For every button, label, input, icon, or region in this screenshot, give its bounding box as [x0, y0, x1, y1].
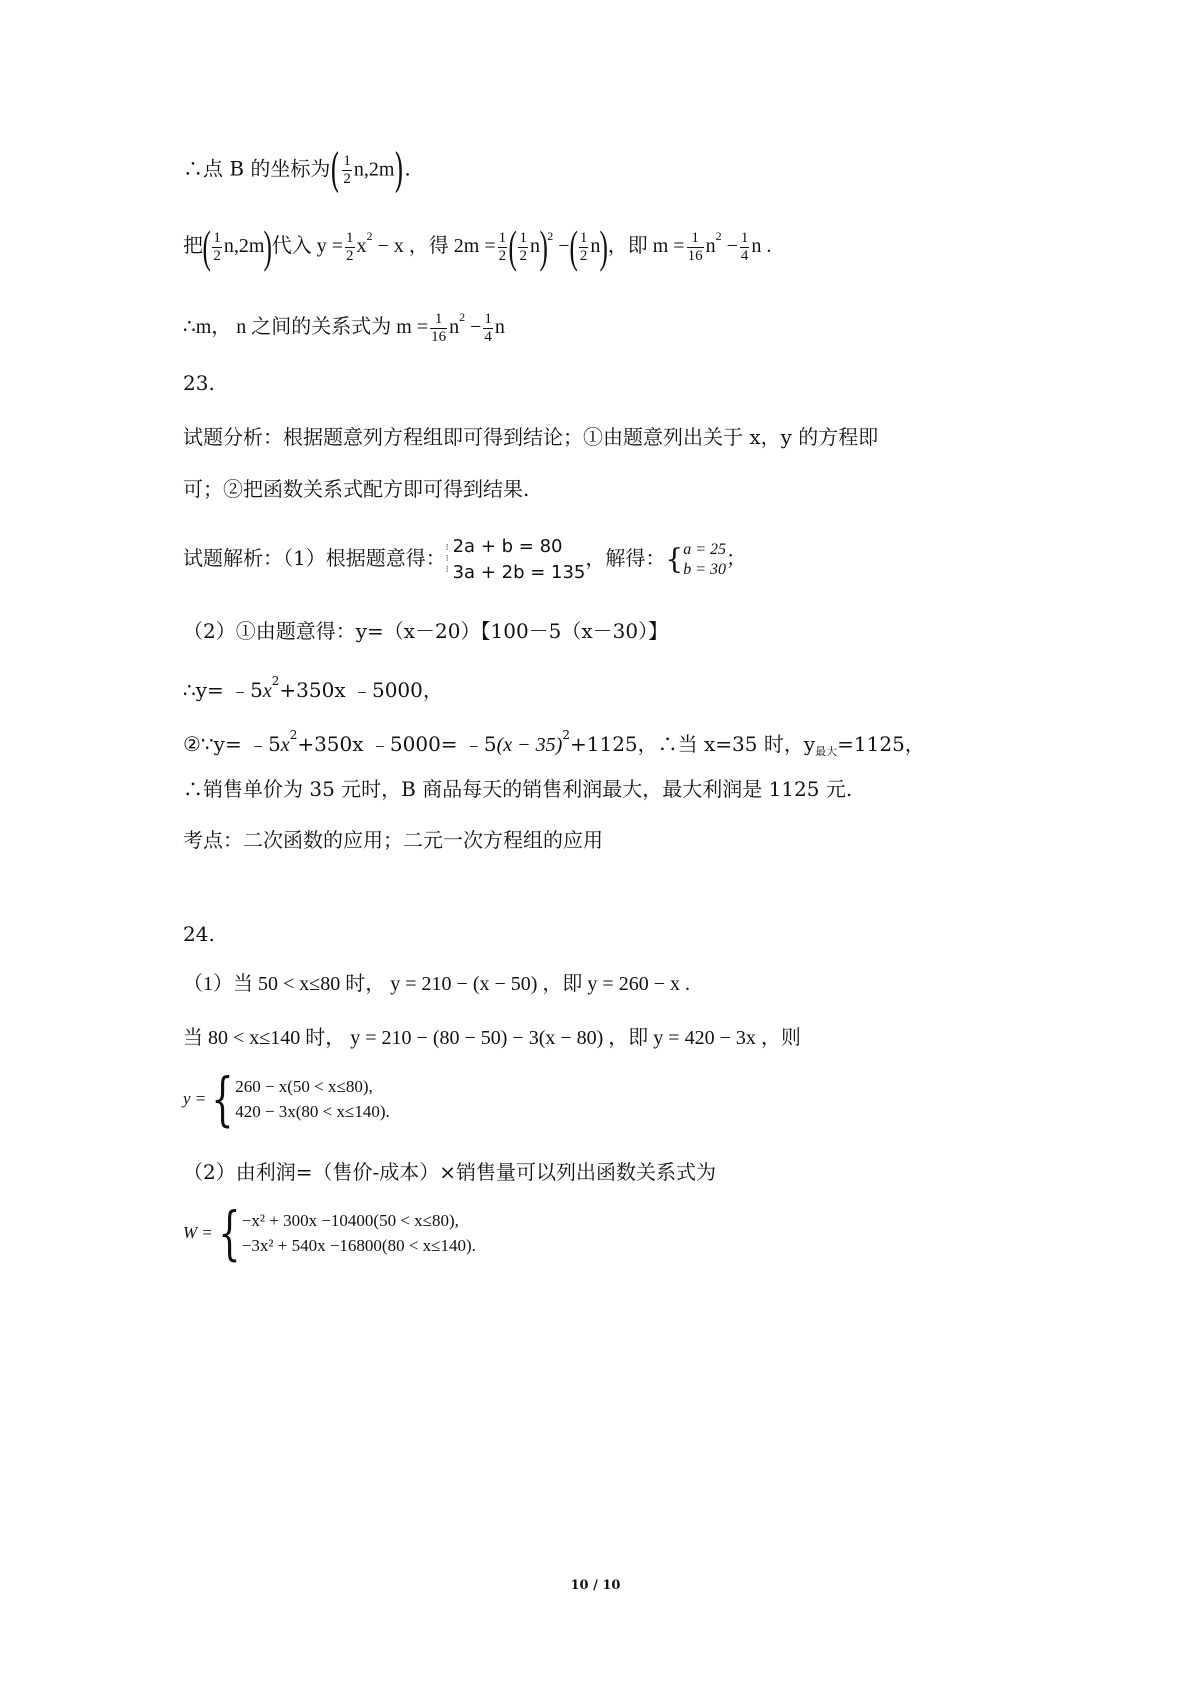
piecewise-w: [183, 1199, 476, 1267]
period: .: [404, 156, 411, 181]
var-n: n: [449, 316, 460, 338]
right-paren: ): [599, 221, 609, 273]
frac-num: 1: [579, 229, 588, 246]
frac-den: 2: [343, 170, 351, 187]
sub-text: 把: [183, 235, 203, 257]
var-n: n .: [751, 235, 772, 257]
cases: [235, 1074, 390, 1124]
question-number: 24.: [183, 922, 215, 946]
expr-text: =1125，: [837, 732, 925, 756]
left-paren: (: [330, 143, 341, 197]
left-paren: (: [202, 221, 211, 273]
frac-den: 2: [579, 247, 588, 264]
system-brace: ⁝ ⁝ ⁝: [445, 543, 449, 575]
func-label: y =: [183, 1089, 207, 1108]
sub-text: ，即 m =: [607, 235, 685, 257]
part1-text: （1）当 50 < x≤80 时， y = 210 − (x − 50) ，即 y = 260 − x .: [183, 973, 690, 995]
var-x: x: [356, 235, 367, 257]
var-n: n: [590, 235, 601, 257]
relation-line: [183, 303, 505, 346]
part2-text: （2）①由题意得：y=（x－20）【100－5（x－30）】: [183, 619, 669, 643]
equation: 3a + 2b = 135: [452, 561, 586, 583]
exponent: 2: [289, 728, 298, 742]
left-paren: (: [569, 221, 578, 273]
minus: −: [553, 235, 570, 257]
var-n: n: [494, 316, 505, 338]
var-x: x: [262, 680, 272, 702]
frac-num: 1: [740, 229, 749, 246]
exponent: 2: [715, 229, 722, 243]
piecewise-y: [183, 1065, 390, 1133]
answer: b = 30: [683, 560, 727, 578]
var-x: x: [280, 734, 290, 756]
equation: 2a + b = 80: [452, 535, 563, 557]
keypoint-text: 考点：二次函数的应用；二元一次方程组的应用: [183, 828, 603, 852]
frac-num: 1: [343, 152, 351, 169]
frac-num: 1: [498, 229, 507, 246]
page-number: 10 / 10: [570, 1578, 621, 1593]
func-label: W =: [183, 1223, 213, 1242]
sub-inner: n,2m: [223, 235, 265, 257]
solution-text: ，解得：: [585, 546, 666, 570]
coord-text: ∴点 B 的坐标为: [183, 156, 331, 181]
answer-brace: {: [665, 542, 684, 576]
fraction: [212, 230, 222, 265]
part1-text: 当 80 < x≤140 时， y = 210 − (80 − 50) − 3(x − 80) ，即 y = 420 − 3x ，则: [183, 1027, 801, 1049]
frac-den: 16: [431, 328, 447, 345]
expr-text: ∴y= ﹣5: [183, 678, 263, 702]
exponent: 2: [366, 229, 373, 243]
case: −x² + 300x −10400(50 < x≤80),: [241, 1211, 459, 1230]
frac-num: 1: [434, 310, 443, 327]
relation-text: ∴m， n 之间的关系式为 m =: [183, 316, 429, 338]
substitution-line: [183, 221, 772, 273]
exponent: 2: [547, 229, 554, 243]
answer: a = 25: [683, 540, 727, 558]
case: 260 − x(50 < x≤80),: [235, 1077, 373, 1096]
var-n: n: [705, 235, 716, 257]
expr-text: +350x ﹣5000，: [279, 678, 443, 702]
frac-den: 2: [346, 247, 354, 264]
subscript: 最大: [815, 745, 838, 758]
answer-system: [683, 540, 726, 580]
right-paren: ): [539, 221, 548, 273]
frac-num: 1: [346, 229, 354, 246]
var-n: n: [529, 235, 540, 257]
left-paren: (: [508, 221, 518, 273]
cases: [242, 1208, 476, 1258]
frac-num: 1: [691, 229, 699, 246]
solution-line: [183, 530, 746, 588]
case: 420 − 3x(80 < x≤140).: [235, 1102, 390, 1121]
frac-den: 4: [484, 328, 492, 345]
piecewise-brace: {: [218, 1199, 241, 1267]
conclusion-text: ∴销售单价为 35 元时，B 商品每天的销售利润最大，最大利润是 1125 元.: [183, 777, 853, 801]
sub-text: − x ，得 2m =: [372, 235, 496, 257]
piecewise-brace: {: [211, 1065, 234, 1133]
analysis-text: 可；②把函数关系式配方即可得到结果.: [183, 477, 530, 501]
expr-text: +350x ﹣5000= ﹣5: [297, 732, 497, 756]
part2-text: （2）由利润=（售价-成本）×销售量可以列出函数关系式为: [183, 1160, 716, 1184]
square-term: (x − 35): [496, 734, 563, 756]
completion-line: [183, 721, 925, 766]
fraction: [518, 230, 528, 265]
frac-den: 2: [519, 247, 527, 264]
frac-num: 1: [484, 310, 492, 327]
fraction: [430, 311, 447, 346]
fraction: [345, 230, 355, 265]
case: −3x² + 540x −16800(80 < x≤140).: [241, 1236, 476, 1255]
expr-text: +1125，∴当 x=35 时，y: [569, 732, 816, 756]
right-paren: ): [263, 221, 273, 273]
frac-den: 2: [498, 247, 507, 264]
analysis-text: 试题分析：根据题意列方程组即可得到结论；①由题意列出关于 x，y 的方程即: [183, 425, 879, 449]
fraction: [498, 230, 508, 265]
question-number: 23.: [183, 371, 215, 395]
equation-system: [453, 534, 586, 586]
fraction: [740, 230, 750, 265]
exponent: 2: [271, 674, 280, 688]
fraction: [687, 230, 704, 265]
expression-line: [183, 667, 443, 705]
coordinate-line: [183, 143, 411, 197]
frac-num: 1: [213, 229, 221, 246]
minus: −: [721, 235, 738, 257]
solution-text: 试题解析：（1）根据题意得：: [183, 546, 446, 570]
minus: −: [465, 316, 482, 338]
frac-num: 1: [519, 229, 527, 246]
frac-den: 2: [213, 247, 221, 264]
sub-text: 代入 y =: [271, 235, 343, 257]
expr-text: ②∵y= ﹣5: [183, 732, 281, 756]
fraction: [483, 311, 493, 346]
fraction: [579, 230, 589, 265]
fraction: [342, 153, 352, 188]
frac-den: 16: [687, 247, 703, 264]
right-paren: ): [394, 143, 405, 197]
exponent: 2: [562, 728, 570, 742]
punct: ；: [726, 546, 747, 570]
frac-den: 4: [740, 247, 749, 264]
exponent: 2: [459, 310, 466, 324]
coord-inner: n,2m: [353, 158, 395, 181]
